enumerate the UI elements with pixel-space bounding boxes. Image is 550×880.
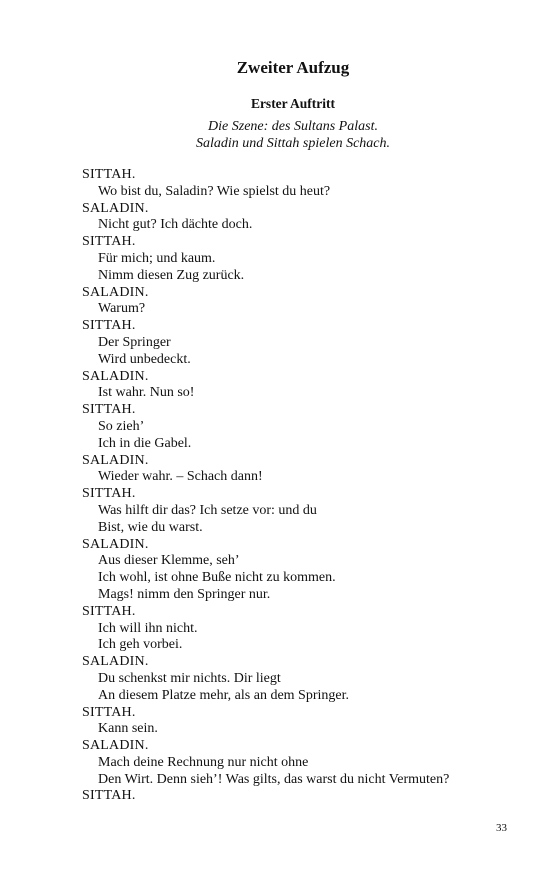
verse-line: Kann sein. bbox=[98, 721, 158, 737]
act-title: Zweiter Aufzug bbox=[236, 58, 350, 77]
verse-line: Wird unbedeckt. bbox=[98, 351, 191, 367]
verse-line: Der Springer bbox=[98, 334, 171, 350]
speaker-name: SALADIN. bbox=[82, 284, 149, 300]
verse-line: Für mich; und kaum. bbox=[98, 250, 216, 266]
verse-line: Wo bist du, Saladin? Wie spielst du heut? bbox=[98, 183, 331, 199]
verse-line: Aus dieser Klemme, seh’ bbox=[98, 553, 240, 569]
speaker-name: SITTAH. bbox=[82, 318, 136, 334]
verse-line: Warum? bbox=[98, 301, 146, 317]
speaker-name: SITTAH. bbox=[82, 234, 136, 250]
speaker-name: SALADIN. bbox=[82, 654, 149, 670]
verse-line: Ist wahr. Nun so! bbox=[98, 385, 195, 401]
speaker-name: SITTAH. bbox=[82, 486, 136, 502]
verse-line: Ich geh vorbei. bbox=[98, 637, 183, 653]
stage-direction-line: Saladin und Sittah spielen Schach. bbox=[195, 136, 391, 151]
verse-line: Du schenkst mir nichts. Dir liegt bbox=[98, 670, 281, 686]
verse-line: Wieder wahr. – Schach dann! bbox=[98, 469, 263, 485]
verse-line: Nicht gut? Ich dächte doch. bbox=[98, 217, 253, 233]
speaker-name: SITTAH. bbox=[82, 603, 136, 619]
verse-line: Bist, wie du warst. bbox=[98, 519, 203, 535]
scene-title: Erster Auftritt bbox=[250, 96, 336, 111]
verse-line: Mach deine Rechnung nur nicht ohne bbox=[98, 754, 309, 770]
verse-line: Den Wirt. Denn sieh’! Was gilts, das warst du nicht Vermuten? bbox=[98, 771, 450, 787]
verse-line: An diesem Platze mehr, als an dem Springer. bbox=[98, 687, 349, 703]
verse-line: Nimm diesen Zug zurück. bbox=[98, 267, 245, 283]
speaker-name: SITTAH. bbox=[82, 167, 136, 182]
speaker-name: SALADIN. bbox=[82, 536, 149, 552]
dialogue-block bbox=[82, 167, 522, 805]
speaker-name: SALADIN. bbox=[82, 200, 149, 216]
speaker-name: SALADIN. bbox=[82, 368, 149, 384]
verse-line: Ich wohl, ist ohne Buße nicht zu kommen. bbox=[98, 570, 336, 586]
verse-line: Was hilft dir das? Ich setze vor: und du bbox=[98, 502, 317, 518]
verse-line: So zieh’ bbox=[98, 418, 145, 434]
speaker-name: SITTAH. bbox=[82, 788, 136, 804]
speaker-name: SITTAH. bbox=[82, 704, 136, 720]
verse-line: Mags! nimm den Springer nur. bbox=[98, 586, 271, 602]
page-number: 33 bbox=[496, 822, 507, 834]
speaker-name: SALADIN. bbox=[82, 452, 149, 468]
speaker-name: SITTAH. bbox=[82, 402, 136, 418]
verse-line: Ich will ihn nicht. bbox=[98, 620, 198, 636]
stage-directions bbox=[0, 118, 550, 152]
stage-direction-line: Die Szene: des Sultans Palast. bbox=[208, 119, 378, 134]
speaker-name: SALADIN. bbox=[82, 738, 149, 754]
verse-line: Ich in die Gabel. bbox=[98, 435, 192, 451]
